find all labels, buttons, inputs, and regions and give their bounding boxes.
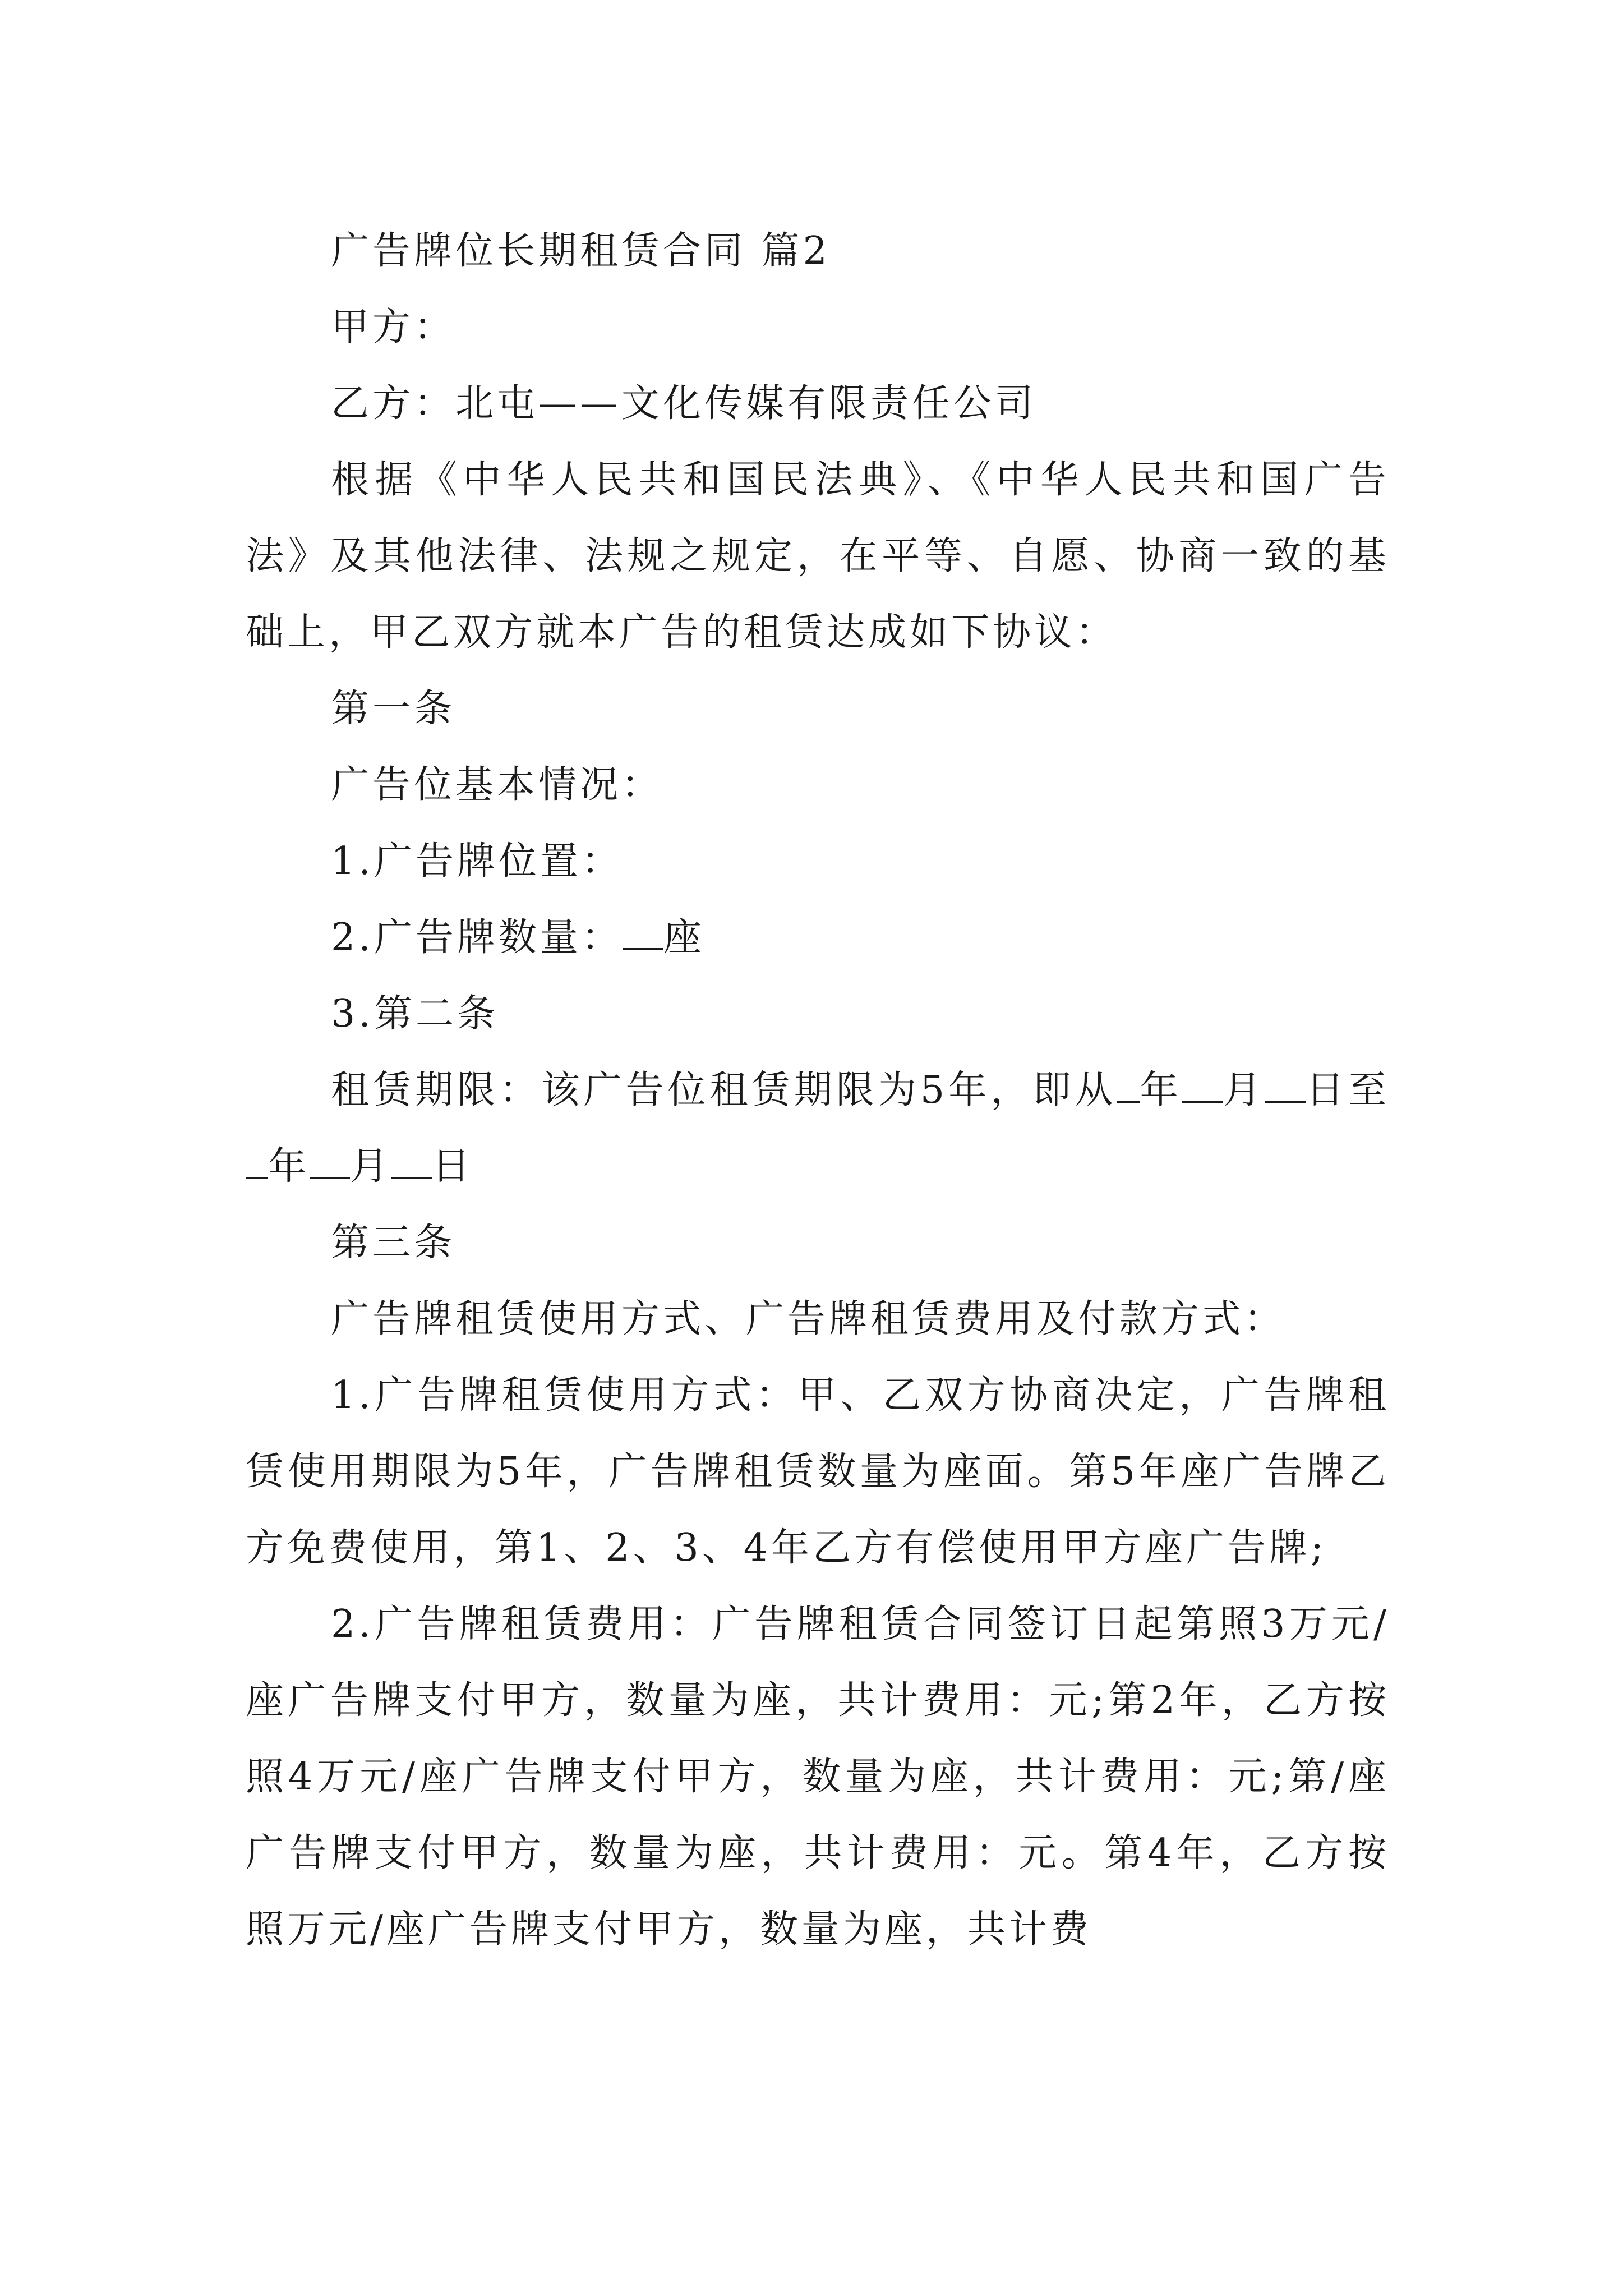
- article-1-title: 广告位基本情况：: [331, 763, 663, 807]
- party-b-line: 乙方：北屯——文化传媒有限责任公司: [331, 381, 1037, 426]
- document-body: [246, 213, 1390, 1968]
- start-month-blank: [1182, 1068, 1223, 1103]
- item-2-prefix: 2.广告牌数量：: [331, 915, 623, 960]
- start-day-unit: 日: [1305, 1068, 1348, 1112]
- end-year-unit: 年: [268, 1144, 310, 1189]
- end-month-blank: [310, 1144, 350, 1179]
- item-1-location: 1.广告牌位置：: [331, 839, 623, 884]
- end-year-blank: [246, 1144, 268, 1179]
- preamble-paragraph: 根据《中华人民共和国民法典》、《中华人民共和国广告法》及其他法律、法规之规定，在平等、自愿、协商一致的基础上，甲乙双方就本广告的租赁达成如下协议：: [246, 458, 1390, 655]
- article-3-heading: 第三条: [331, 1221, 456, 1265]
- end-day-unit: 日: [432, 1144, 474, 1189]
- fees-paragraph: 2.广告牌租赁费用：广告牌租赁合同签订日起第照3万元/座广告牌支付甲方，数量为座，共计费用：元;第2年，乙方按照4万元/座广告牌支付甲方，数量为座，共计费用：元;第/座广告牌支付甲方，数量为座，共计费用：元。第4年，乙方按照万元/座广告牌支付甲方，数量为座，共计费: [246, 1602, 1390, 1952]
- lease-term-paragraph: [246, 1052, 1390, 1205]
- start-year-blank: [1117, 1068, 1140, 1103]
- document-title: 广告牌位长期租赁合同 篇2: [331, 229, 831, 273]
- start-day-blank: [1265, 1068, 1306, 1103]
- end-day-blank: [391, 1144, 432, 1179]
- party-a-line: 甲方：: [331, 305, 456, 349]
- item-3-article-2: 3.第二条: [331, 992, 499, 1036]
- start-month-unit: 月: [1222, 1068, 1265, 1112]
- start-year-unit: 年: [1139, 1068, 1182, 1112]
- lease-to-word: 至: [1348, 1068, 1390, 1112]
- usage-paragraph: 1.广告牌租赁使用方式：甲、乙双方协商决定，广告牌租赁使用期限为5年，广告牌租赁数量为座面。第5年座广告牌乙方免费使用，第1、2、3、4年乙方有偿使用甲方座广告牌;: [246, 1373, 1390, 1570]
- quantity-blank: [623, 915, 663, 950]
- item-2-suffix: 座: [663, 915, 705, 960]
- article-1-heading: 第一条: [331, 687, 456, 731]
- item-2-quantity: [246, 900, 1390, 976]
- article-3-title: 广告牌租赁使用方式、广告牌租赁费用及付款方式：: [331, 1297, 1286, 1341]
- end-month-unit: 月: [350, 1144, 392, 1189]
- lease-term-prefix: 租赁期限：该广告位租赁期限为5年，即从: [331, 1068, 1117, 1112]
